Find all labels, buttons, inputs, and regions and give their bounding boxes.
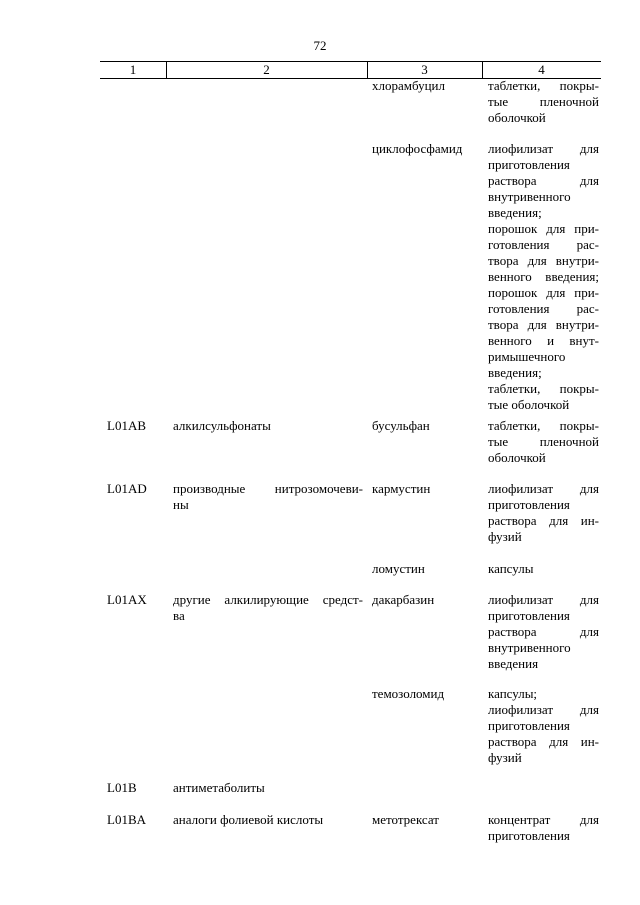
dosage-forms-line: твора для внутри- (488, 253, 599, 268)
anatomical-group (173, 812, 363, 828)
dosage-forms-line: порошок для при- (488, 285, 599, 300)
dosage-forms-line: твора для внутри- (488, 317, 599, 332)
dosage-forms-line: венного введения; (488, 269, 599, 284)
dosage-forms-line: тые оболочкой (488, 397, 570, 412)
dosage-forms-line: римышечного (488, 349, 566, 364)
dosage-forms-line: оболочкой (488, 110, 546, 125)
dosage-forms-line: приготовления (488, 497, 570, 512)
dosage-forms-line: приготовления (488, 828, 570, 843)
atc-code: L01BA (107, 812, 146, 827)
anatomical-group-line: ны (173, 497, 189, 512)
atc-code: L01AX (107, 592, 147, 607)
dosage-forms-line: тые пленочной (488, 94, 599, 109)
dosage-forms-line: таблетки, покры- (488, 418, 599, 433)
anatomical-group (173, 418, 363, 434)
drug-name: темозоломид (372, 686, 445, 701)
dosage-forms-line: приготовления (488, 157, 570, 172)
drug-name: циклофосфамид (372, 141, 463, 156)
atc-code: L01AB (107, 418, 146, 433)
dosage-forms-line: концентрат для (488, 812, 599, 827)
dosage-forms-line: таблетки, покры- (488, 381, 599, 396)
dosage-forms (488, 418, 599, 466)
dosage-forms (488, 481, 599, 545)
dosage-forms-line: оболочкой (488, 450, 546, 465)
dosage-forms (488, 141, 599, 413)
dosage-forms-line: приготовления (488, 608, 570, 623)
dosage-forms-line: фузий (488, 529, 522, 544)
dosage-forms-line: лиофилизат для (488, 141, 599, 156)
dosage-forms-line: таблетки, покры- (488, 78, 599, 93)
drug-name: дакарбазин (372, 592, 435, 607)
dosage-forms-line: лиофилизат для (488, 702, 599, 717)
dosage-forms-line: раствора для ин- (488, 734, 599, 749)
dosage-forms-line: капсулы (488, 561, 534, 576)
dosage-forms-line: фузий (488, 750, 522, 765)
dosage-forms-line: раствора для (488, 624, 599, 639)
table-header-row (100, 61, 601, 79)
drug-name: кармустин (372, 481, 431, 496)
drug-name: хлорамбуцил (372, 78, 446, 93)
dosage-forms (488, 561, 599, 577)
dosage-forms-line: приготовления (488, 718, 570, 733)
dosage-forms-line: введения; (488, 205, 542, 220)
dosage-forms (488, 592, 599, 672)
atc-code: L01AD (107, 481, 147, 496)
header-col-2: 2 (263, 62, 270, 77)
page-number: 72 (313, 38, 327, 53)
drug-name: метотрексат (372, 812, 439, 827)
drug-name: бусульфан (372, 418, 430, 433)
anatomical-group-line: производные нитрозомочеви- (173, 481, 363, 496)
dosage-forms-line: лиофилизат для (488, 592, 599, 607)
dosage-forms-line: внутривенного (488, 189, 571, 204)
dosage-forms-line: порошок для при- (488, 221, 599, 236)
anatomical-group-line: антиметаболиты (173, 780, 265, 795)
dosage-forms (488, 686, 599, 766)
anatomical-group (173, 481, 363, 513)
dosage-forms-line: внутривенного (488, 640, 571, 655)
dosage-forms-line: готовления рас- (488, 237, 599, 252)
anatomical-group-line: аналоги фолиевой кислоты (173, 812, 324, 827)
dosage-forms-line: раствора для (488, 173, 599, 188)
header-col-4: 4 (538, 62, 545, 77)
dosage-forms-line: лиофилизат для (488, 481, 599, 496)
dosage-forms (488, 812, 599, 844)
dosage-forms-line: введения; (488, 365, 542, 380)
dosage-forms-line: готовления рас- (488, 301, 599, 316)
drug-name: ломустин (372, 561, 425, 576)
dosage-forms-line: введения (488, 656, 539, 671)
dosage-forms-line: капсулы; (488, 686, 538, 701)
header-col-1: 1 (129, 62, 137, 77)
anatomical-group-line: алкилсульфонаты (173, 418, 271, 433)
header-col-3: 3 (421, 62, 428, 77)
anatomical-group-line: ва (173, 608, 185, 623)
dosage-forms (488, 78, 599, 126)
anatomical-group-line: другие алкилирующие средст- (173, 592, 363, 607)
dosage-forms-line: тые пленочной (488, 434, 599, 449)
dosage-forms-line: раствора для ин- (488, 513, 599, 528)
anatomical-group (173, 592, 363, 624)
dosage-forms-line: венного и внут- (488, 333, 599, 348)
anatomical-group (173, 780, 363, 796)
atc-code: L01B (107, 780, 137, 795)
